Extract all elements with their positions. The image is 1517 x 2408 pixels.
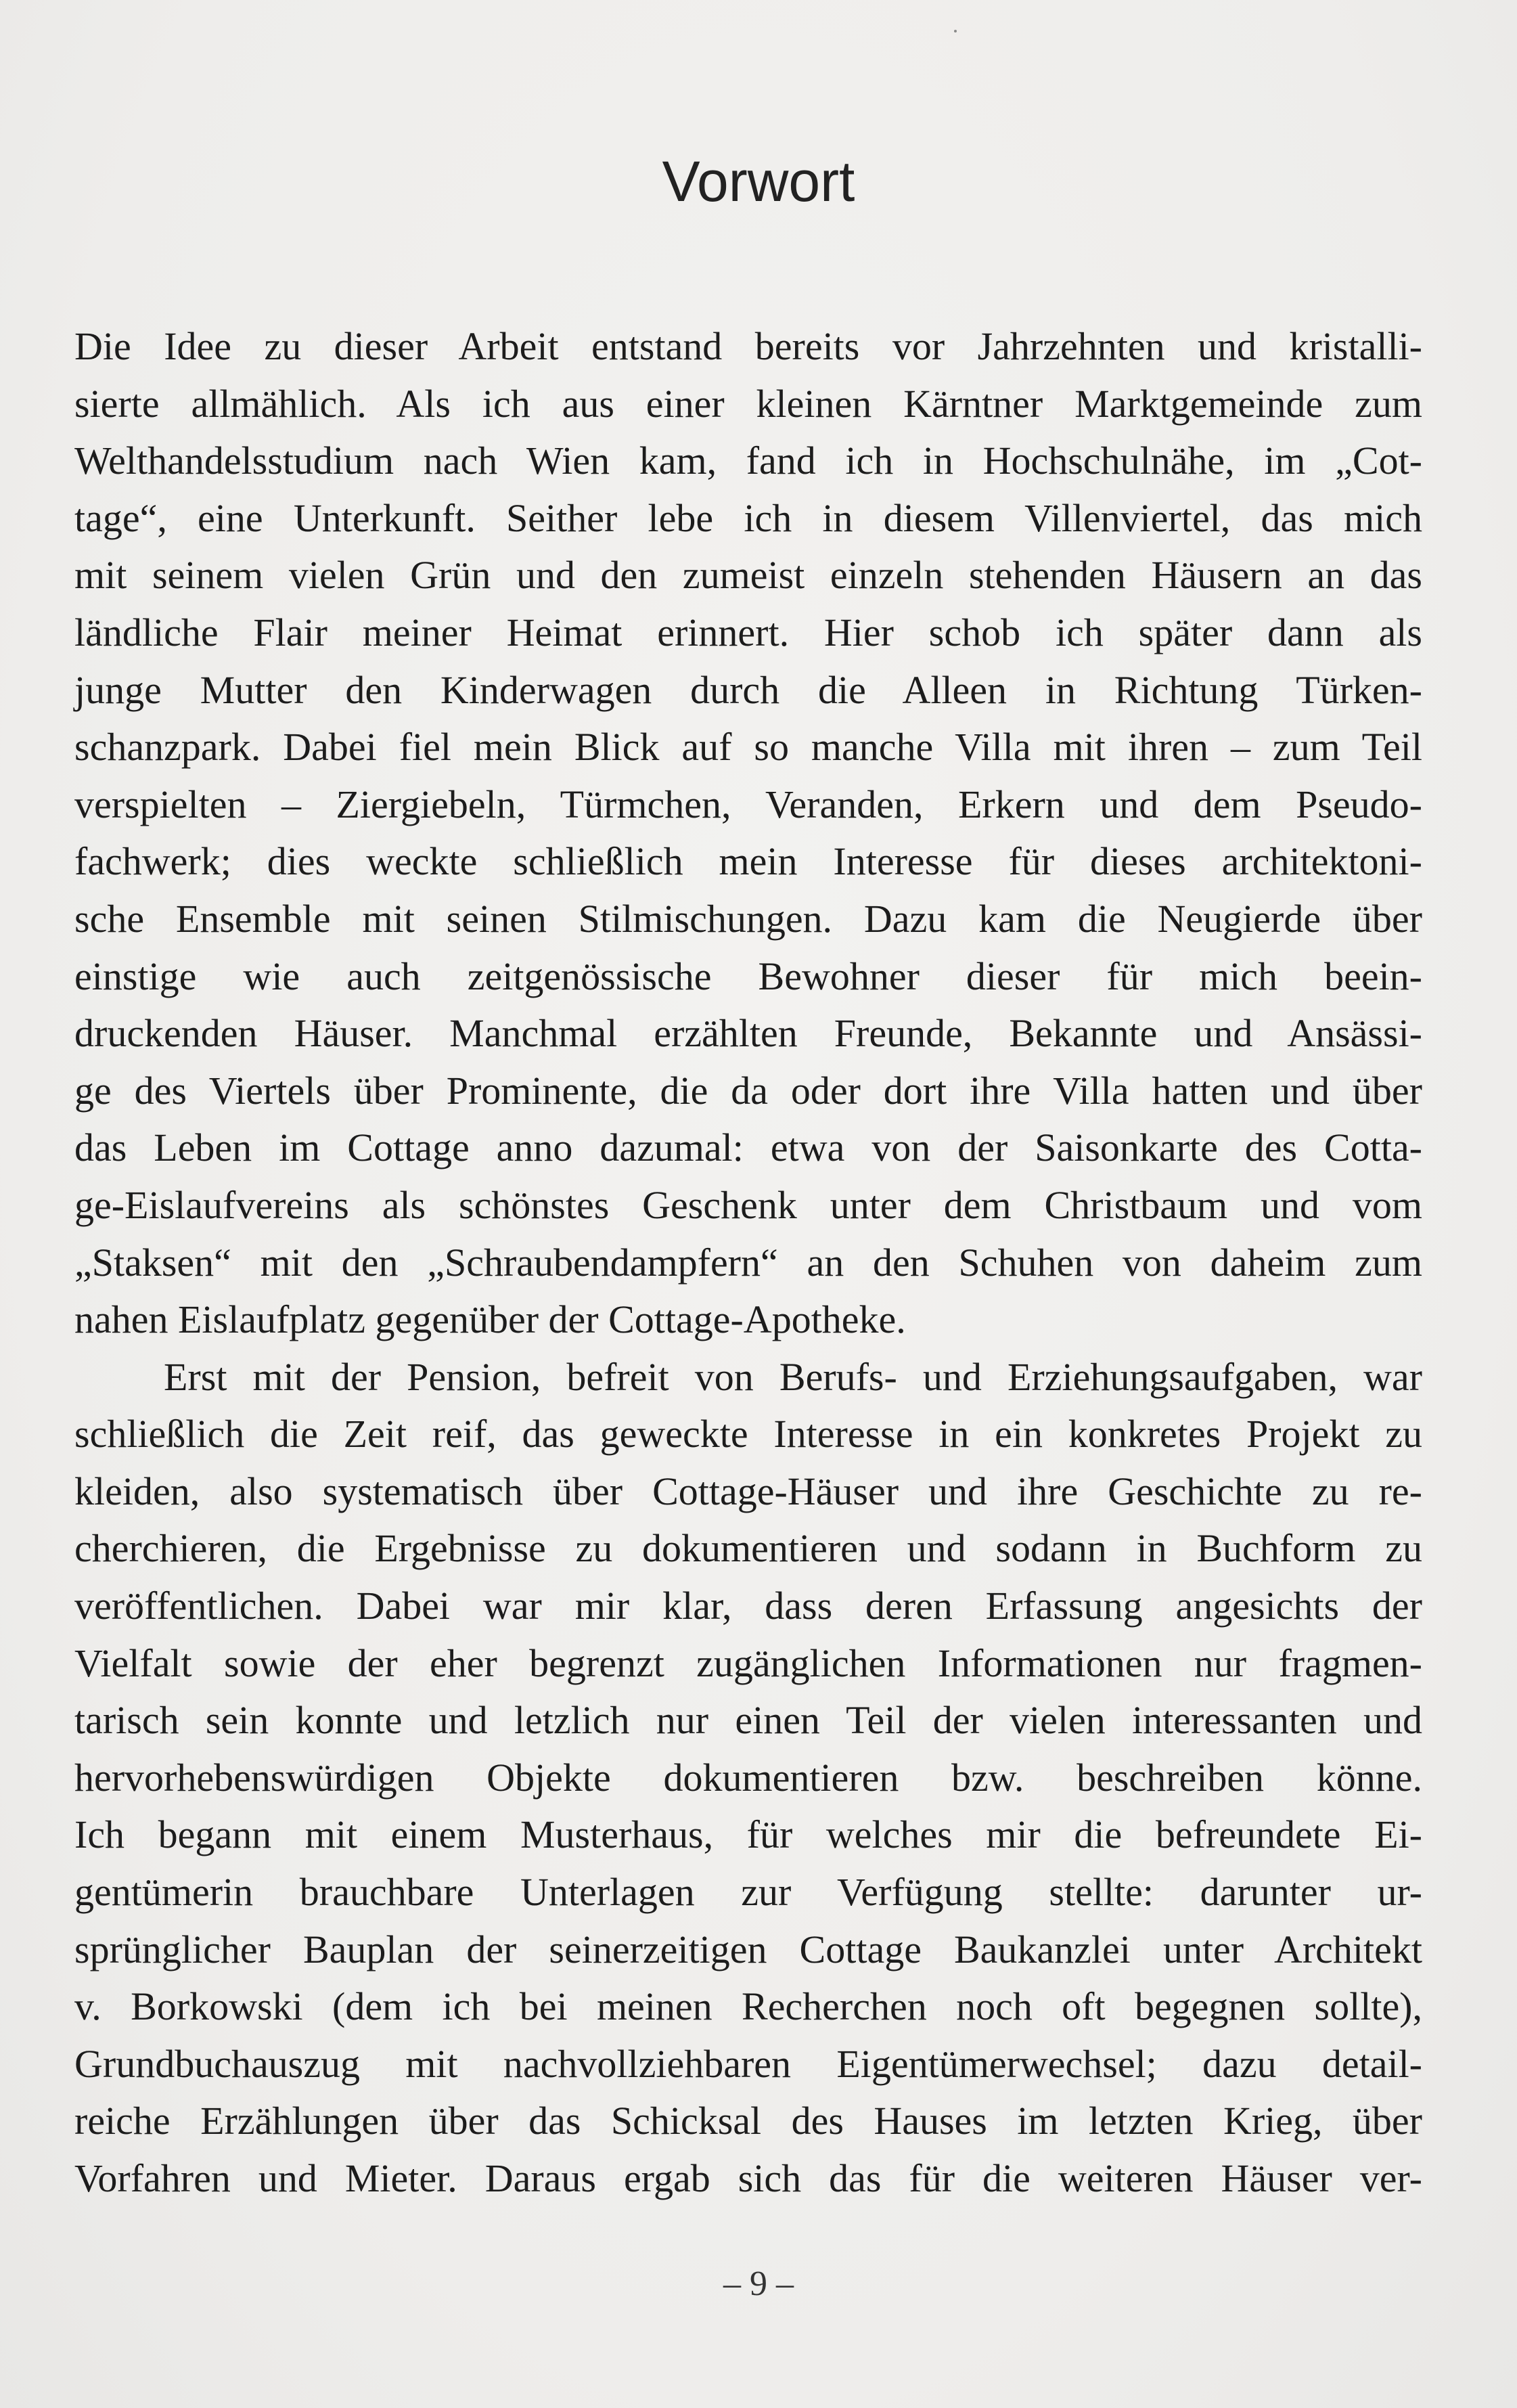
text-line: schanzpark. Dabei fiel mein Blick auf so manche Villa mit ihren – zum Teil — [74, 725, 1422, 770]
text-line: gentümerin brauchbare Unterlagen zur Verfügung stellte: darunter ur- — [74, 1870, 1422, 1915]
text-line: tage“, eine Unterkunft. Seither lebe ich in diesem Villenviertel, das mich — [74, 495, 1422, 540]
text-line: Die Idee zu dieser Arbeit entstand bereits vor Jahrzehnten und kristalli- — [74, 324, 1422, 368]
text-line: Grundbuchauszug mit nachvollziehbaren Eigentümerwechsel; dazu detail- — [74, 2041, 1422, 2086]
text-line: Erst mit der Pension, befreit von Berufs- und Erziehungsaufgaben, war — [164, 1354, 1422, 1399]
text-line: „Staksen“ mit den „Schraubendampfern“ an den Schuhen von daheim zum — [74, 1240, 1422, 1285]
text-line: sierte allmählich. Als ich aus einer kleinen Kärntner Marktgemeinde zum — [74, 381, 1422, 426]
text-line: fachwerk; dies weckte schließlich mein Interesse für dieses architektoni- — [74, 839, 1422, 884]
body-text — [74, 318, 1422, 2208]
text-line: ge des Viertels über Prominente, die da oder dort ihre Villa hatten und über — [74, 1068, 1422, 1113]
text-line: nahen Eislaufplatz gegenüber der Cottage-Apotheke. — [74, 1297, 906, 1342]
text-line: druckenden Häuser. Manchmal erzählten Freunde, Bekannte und Ansässi- — [74, 1011, 1422, 1056]
text-line: kleiden, also systematisch über Cottage-Häuser und ihre Geschichte zu re- — [74, 1469, 1422, 1513]
text-line: ge-Eislaufvereins als schönstes Geschenk unter dem Christbaum und vom — [74, 1182, 1422, 1227]
text-line: veröffentlichen. Dabei war mir klar, dass deren Erfassung angesichts der — [74, 1584, 1422, 1628]
text-line: verspielten – Ziergiebeln, Türmchen, Veranden, Erkern und dem Pseudo- — [74, 782, 1422, 826]
text-line: mit seinem vielen Grün und den zumeist einzeln stehenden Häusern an das — [74, 553, 1422, 598]
text-line: sprünglicher Bauplan der seinerzeitigen Cottage Baukanzlei unter Architekt — [74, 1927, 1422, 1971]
text-line: v. Borkowski (dem ich bei meinen Recherchen noch oft begegnen sollte), — [74, 1984, 1422, 2029]
text-line: Vorfahren und Mieter. Daraus ergab sich das für die weiteren Häuser ver- — [74, 2156, 1422, 2200]
text-line: schließlich die Zeit reif, das geweckte Interesse in ein konkretes Projekt zu — [74, 1412, 1422, 1456]
text-line: Vielfalt sowie der eher begrenzt zugänglichen Informationen nur fragmen- — [74, 1641, 1422, 1685]
page-number: – 9 – — [723, 2265, 794, 2303]
text-line: Welthandelsstudium nach Wien kam, fand ich in Hochschulnähe, im „Cot- — [74, 439, 1422, 483]
text-line: hervorhebenswürdigen Objekte dokumentieren bzw. beschreiben könne. — [74, 1755, 1422, 1800]
text-line: reiche Erzählungen über das Schicksal des Hauses im letzten Krieg, über — [74, 2099, 1422, 2143]
text-line: ländliche Flair meiner Heimat erinnert. Hier schob ich später dann als — [74, 610, 1422, 654]
text-line: einstige wie auch zeitgenössische Bewohner dieser für mich beein- — [74, 954, 1422, 998]
text-line: das Leben im Cottage anno dazumal: etwa von der Saisonkarte des Cotta- — [74, 1125, 1422, 1170]
text-line: cherchieren, die Ergebnisse zu dokumentieren und sodann in Buchform zu — [74, 1526, 1422, 1571]
scan-speck — [954, 30, 957, 32]
text-line: Ich begann mit einem Musterhaus, für welches mir die befreundete Ei- — [74, 1812, 1422, 1857]
page-title: Vorwort — [662, 150, 855, 213]
text-line: junge Mutter den Kinderwagen durch die Alleen in Richtung Türken- — [74, 667, 1422, 712]
text-line: tarisch sein konnte und letzlich nur einen Teil der vielen interessanten und — [74, 1698, 1422, 1743]
text-line: sche Ensemble mit seinen Stilmischungen. Dazu kam die Neugierde über — [74, 896, 1422, 941]
